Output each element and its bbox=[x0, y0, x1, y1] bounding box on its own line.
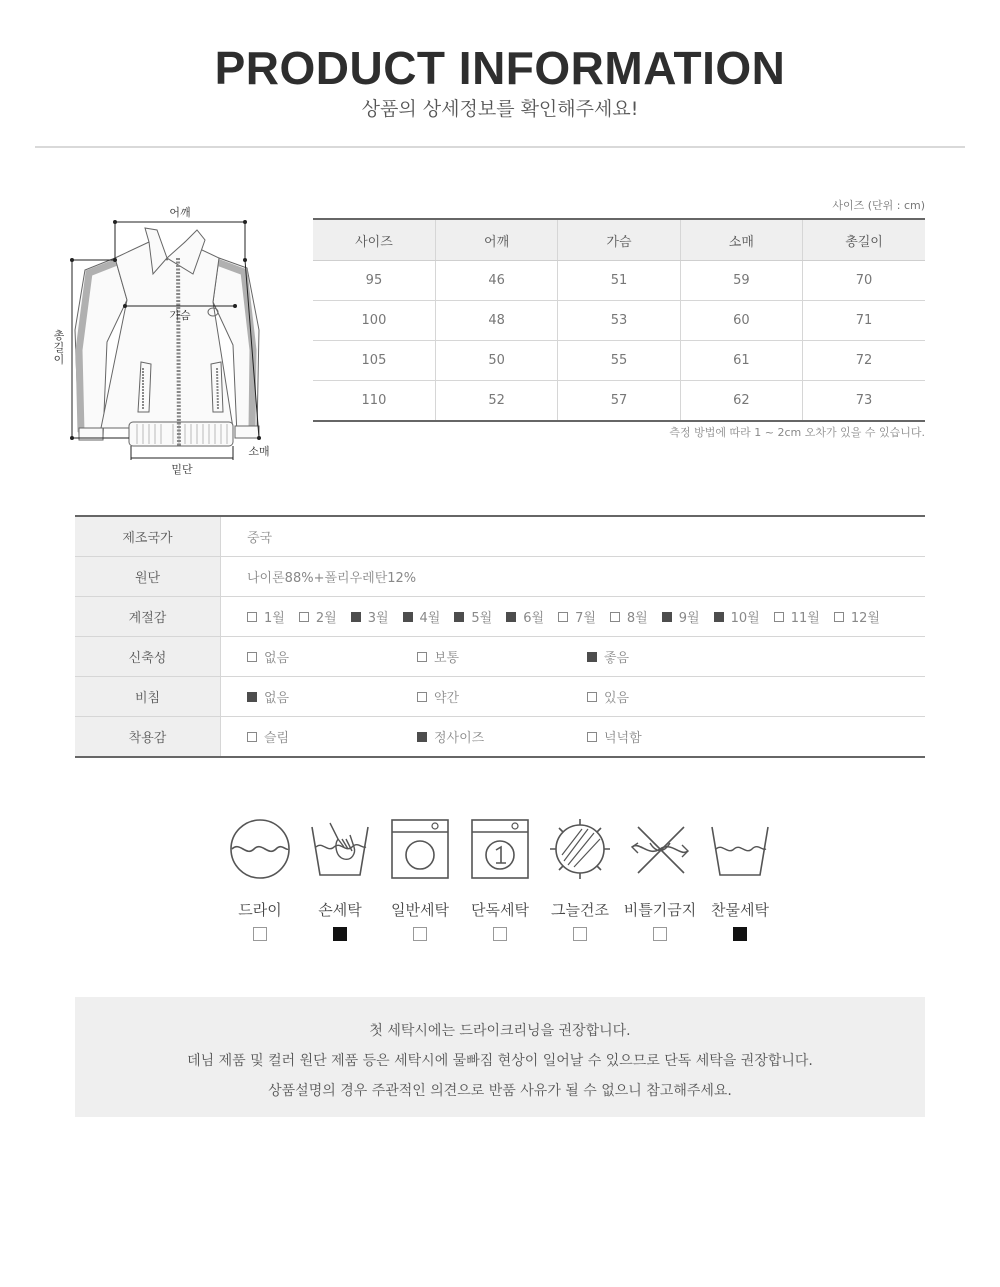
info-row-country bbox=[75, 516, 925, 557]
header-divider bbox=[35, 146, 965, 148]
info-row-fit bbox=[75, 717, 925, 758]
size-cell: 48 bbox=[435, 301, 557, 341]
fit-option: 정사이즈 bbox=[417, 727, 587, 746]
size-cell: 61 bbox=[680, 341, 802, 381]
checkbox-icon bbox=[299, 612, 309, 622]
checkbox-icon bbox=[247, 652, 257, 662]
label-hem: 밑단 bbox=[171, 463, 193, 476]
size-header-cell: 가슴 bbox=[558, 219, 680, 261]
size-cell: 51 bbox=[558, 261, 680, 301]
size-cell: 46 bbox=[435, 261, 557, 301]
stretch-option: 좋음 bbox=[587, 647, 757, 666]
month-option: 10월 bbox=[714, 607, 760, 626]
care-item-cold-wash: 찬물세탁 bbox=[700, 817, 780, 941]
checkbox-icon bbox=[247, 692, 257, 702]
size-cell: 71 bbox=[803, 301, 925, 341]
country-value: 중국 bbox=[247, 531, 273, 546]
care-item-no-wring: 비틀기금지 bbox=[620, 817, 700, 941]
checkbox-icon bbox=[714, 612, 724, 622]
sheer-option: 약간 bbox=[417, 687, 587, 706]
care-instructions bbox=[220, 817, 780, 947]
checkbox-icon bbox=[653, 927, 667, 941]
checkbox-icon bbox=[587, 692, 597, 702]
size-footnote: 측정 방법에 따라 1 ~ 2cm 오차가 있을 수 있습니다. bbox=[669, 426, 925, 439]
size-cell: 72 bbox=[803, 341, 925, 381]
month-option: 1월 bbox=[247, 607, 285, 626]
size-header-cell: 어깨 bbox=[435, 219, 557, 261]
checkbox-icon bbox=[587, 652, 597, 662]
care-item-hand-wash: 손세탁 bbox=[300, 817, 380, 941]
sheer-option: 없음 bbox=[247, 687, 417, 706]
checkbox-icon bbox=[587, 732, 597, 742]
checkbox-icon bbox=[413, 927, 427, 941]
sheer-options bbox=[247, 687, 925, 706]
fabric-value: 나이론88%+폴리우레탄12% bbox=[221, 557, 926, 597]
stretch-option: 보통 bbox=[417, 647, 587, 666]
month-option: 8월 bbox=[610, 607, 648, 626]
checkbox-icon bbox=[454, 612, 464, 622]
size-header-cell: 소매 bbox=[680, 219, 802, 261]
label-length-3: 이 bbox=[53, 353, 65, 366]
label-length-2: 길 bbox=[53, 341, 65, 354]
size-cell: 55 bbox=[558, 341, 680, 381]
fit-options bbox=[247, 727, 925, 746]
info-row-fabric bbox=[75, 557, 925, 597]
size-cell: 62 bbox=[680, 381, 802, 422]
page-subtitle: 상품의 상세정보를 확인해주세요! bbox=[361, 98, 639, 120]
size-header-cell: 총길이 bbox=[803, 219, 925, 261]
note-line: 상품설명의 경우 주관적인 의견으로 반품 사유가 될 수 없으니 참고해주세요. bbox=[268, 1083, 732, 1099]
month-option: 11월 bbox=[774, 607, 820, 626]
checkbox-icon bbox=[558, 612, 568, 622]
size-cell: 105 bbox=[313, 341, 435, 381]
checkbox-icon bbox=[403, 612, 413, 622]
jacket-measurement-diagram bbox=[45, 200, 305, 485]
table-row bbox=[313, 301, 925, 341]
size-cell: 59 bbox=[680, 261, 802, 301]
care-item-machine-wash: 일반세탁 bbox=[380, 817, 460, 941]
month-option: 2월 bbox=[299, 607, 337, 626]
checkbox-icon bbox=[493, 927, 507, 941]
table-row bbox=[313, 341, 925, 381]
month-option: 7월 bbox=[558, 607, 596, 626]
checkbox-icon bbox=[834, 612, 844, 622]
cold-wash-icon bbox=[708, 817, 772, 881]
info-label: 제조국가 bbox=[75, 516, 221, 557]
size-cell: 57 bbox=[558, 381, 680, 422]
month-option: 4월 bbox=[403, 607, 441, 626]
info-row-season bbox=[75, 597, 925, 637]
size-table-header bbox=[313, 219, 925, 261]
size-cell: 50 bbox=[435, 341, 557, 381]
size-header-cell: 사이즈 bbox=[313, 219, 435, 261]
care-notes bbox=[75, 997, 925, 1117]
care-item-shade-dry: 그늘건조 bbox=[540, 817, 620, 941]
checkbox-icon bbox=[417, 732, 427, 742]
product-info-table bbox=[75, 515, 925, 758]
size-cell: 60 bbox=[680, 301, 802, 341]
size-cell: 100 bbox=[313, 301, 435, 341]
hand-wash-icon bbox=[308, 817, 372, 881]
note-line: 첫 세탁시에는 드라이크리닝을 권장합니다. bbox=[369, 1023, 631, 1039]
dry-clean-icon bbox=[228, 817, 292, 881]
checkbox-icon bbox=[662, 612, 672, 622]
page-title: PRODUCT INFORMATION bbox=[214, 42, 786, 94]
size-cell: 95 bbox=[313, 261, 435, 301]
care-item-dry: 드라이 bbox=[220, 817, 300, 941]
checkbox-icon bbox=[333, 927, 347, 941]
label-length-1: 총 bbox=[53, 329, 65, 342]
checkbox-icon bbox=[610, 612, 620, 622]
season-options bbox=[247, 607, 925, 626]
checkbox-icon bbox=[417, 692, 427, 702]
shade-dry-icon bbox=[548, 817, 612, 881]
sheer-option: 있음 bbox=[587, 687, 757, 706]
care-item-separate-wash: 단독세탁 bbox=[460, 817, 540, 941]
info-label: 원단 bbox=[75, 557, 221, 597]
size-cell: 52 bbox=[435, 381, 557, 422]
month-option: 6월 bbox=[506, 607, 544, 626]
info-label: 신축성 bbox=[75, 637, 221, 677]
checkbox-icon bbox=[247, 732, 257, 742]
size-table bbox=[313, 218, 925, 422]
month-option: 5월 bbox=[454, 607, 492, 626]
wash-separately-icon bbox=[468, 817, 532, 881]
checkbox-icon bbox=[351, 612, 361, 622]
stretch-options bbox=[247, 647, 925, 666]
washing-machine-icon bbox=[388, 817, 452, 881]
fit-option: 넉넉함 bbox=[587, 727, 757, 746]
fit-option: 슬림 bbox=[247, 727, 417, 746]
size-cell: 110 bbox=[313, 381, 435, 422]
size-cell: 53 bbox=[558, 301, 680, 341]
info-row-sheer bbox=[75, 677, 925, 717]
info-row-stretch bbox=[75, 637, 925, 677]
note-line: 데님 제품 및 컬러 원단 제품 등은 세탁시에 물빠짐 현상이 일어날 수 있으므로 단독 세탁을 권장합니다. bbox=[187, 1053, 813, 1069]
info-label: 계절감 bbox=[75, 597, 221, 637]
checkbox-icon bbox=[774, 612, 784, 622]
info-label: 착용감 bbox=[75, 717, 221, 758]
checkbox-icon bbox=[417, 652, 427, 662]
info-label: 비침 bbox=[75, 677, 221, 717]
checkbox-icon bbox=[506, 612, 516, 622]
checkbox-icon bbox=[733, 927, 747, 941]
table-row bbox=[313, 381, 925, 422]
size-cell: 73 bbox=[803, 381, 925, 422]
month-option: 9월 bbox=[662, 607, 700, 626]
size-cell: 70 bbox=[803, 261, 925, 301]
month-option: 3월 bbox=[351, 607, 389, 626]
size-unit-note: 사이즈 (단위 : cm) bbox=[832, 199, 925, 212]
table-row bbox=[313, 261, 925, 301]
checkbox-icon bbox=[573, 927, 587, 941]
label-chest: 가슴 bbox=[169, 309, 191, 322]
month-option: 12월 bbox=[834, 607, 880, 626]
stretch-option: 없음 bbox=[247, 647, 417, 666]
jacket-illustration bbox=[75, 228, 259, 446]
label-sleeve: 소매 bbox=[248, 445, 270, 458]
no-wring-icon bbox=[628, 817, 692, 881]
checkbox-icon bbox=[247, 612, 257, 622]
checkbox-icon bbox=[253, 927, 267, 941]
label-shoulder: 어깨 bbox=[169, 206, 191, 219]
